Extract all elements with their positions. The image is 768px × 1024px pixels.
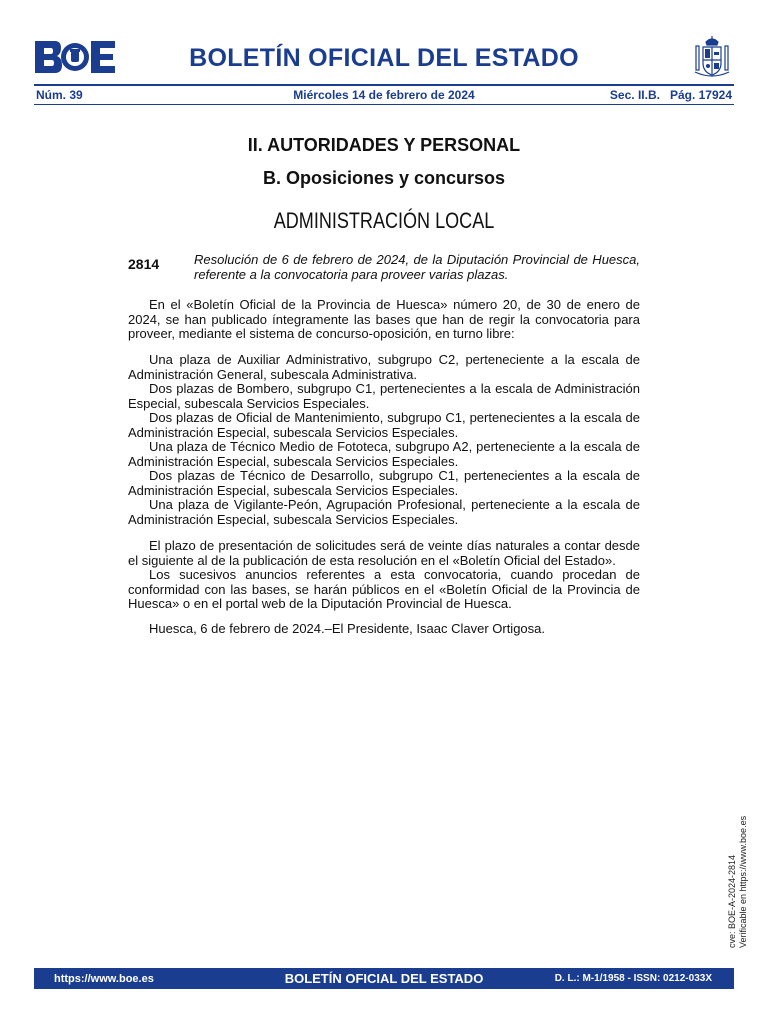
deadline-paragraph: El plazo de presentación de solicitudes será de veinte días naturales a contar desde el siguiente al de la publicación de esta resolución en el «Boletín Oficial del Estado».	[128, 538, 640, 568]
resolution-title: Resolución de 6 de febrero de 2024, de la Diputación Provincial de Huesca, referente a la convocatoria para proveer varias plazas.	[194, 252, 640, 282]
plaza-item: Dos plazas de Técnico de Desarrollo, subgrupo C1, pertenecientes a la escala de Administración Especial, subescala Servicios Especiales.	[128, 468, 640, 498]
plazas-list	[128, 353, 640, 527]
section-area: ADMINISTRACIÓN LOCAL	[273, 208, 495, 233]
plaza-item: Dos plazas de Oficial de Mantenimiento, subgrupo C1, pertenecientes a la escala de Administración Especial, subescala Servicios Especiales.	[128, 410, 640, 440]
masthead-title: BOLETÍN OFICIAL DEL ESTADO	[189, 44, 579, 72]
footer-title: BOLETÍN OFICIAL DEL ESTADO	[284, 971, 484, 986]
resolution-number: 2814	[128, 256, 160, 272]
header-rule-top	[34, 84, 734, 86]
coat-of-arms-icon	[690, 36, 734, 80]
page-number: Pág. 17924	[669, 88, 732, 102]
section-subtitle: B. Oposiciones y concursos	[262, 168, 506, 188]
plaza-item: Dos plazas de Bombero, subgrupo C1, pertenecientes a la escala de Administración Especial, subescala Servicios Especiales.	[128, 381, 640, 411]
footer-legal: D. L.: M-1/1958 - ISSN: 0212-033X	[554, 973, 712, 984]
section-title: II. AUTORIDADES Y PERSONAL	[247, 135, 521, 155]
issue-number: Núm. 39	[36, 88, 83, 102]
verify-link[interactable]: Verificable en https://www.boe.es	[738, 815, 748, 948]
issue-date: Miércoles 14 de febrero de 2024	[293, 88, 475, 102]
deadline-block	[128, 539, 640, 612]
section-page	[610, 88, 732, 102]
cve-code: cve: BOE-A-2024-2814	[727, 854, 737, 948]
signature-block	[128, 622, 640, 637]
announcements-paragraph: Los sucesivos anuncios referentes a esta convocatoria, cuando procedan de conformidad con las bases, se harán públicos en el «Boletín Oficial de la Provincia de Huesca» o en el portal web de la Diputación Provincial de Huesca.	[128, 567, 640, 611]
footer-bar	[34, 968, 734, 989]
boe-logo	[35, 41, 115, 73]
footer-url-link[interactable]: https://www.boe.es	[54, 973, 154, 985]
section-code: Sec. II.B.	[609, 88, 660, 102]
plaza-item: Una plaza de Auxiliar Administrativo, subgrupo C2, perteneciente a la escala de Administración General, subescala Administrativa.	[128, 352, 640, 382]
header-rule-bottom	[34, 104, 734, 105]
verification-note	[727, 816, 749, 948]
intro-paragraph-block	[128, 298, 640, 342]
signature-line: Huesca, 6 de febrero de 2024.–El Presidente, Isaac Claver Ortigosa.	[149, 621, 545, 636]
plaza-item: Una plaza de Técnico Medio de Fototeca, subgrupo A2, perteneciente a la escala de Administración Especial, subescala Servicios Especiales.	[128, 439, 640, 469]
intro-paragraph: En el «Boletín Oficial de la Provincia de Huesca» número 20, de 30 de enero de 2024, se han publicado íntegramente las bases que han de regir la convocatoria para proveer, mediante el sistema de concurso-oposición, en turno libre:	[128, 297, 640, 341]
plaza-item: Una plaza de Vigilante-Peón, Agrupación Profesional, perteneciente a la escala de Administración Especial, subescala Servicios Especiales.	[128, 497, 640, 527]
